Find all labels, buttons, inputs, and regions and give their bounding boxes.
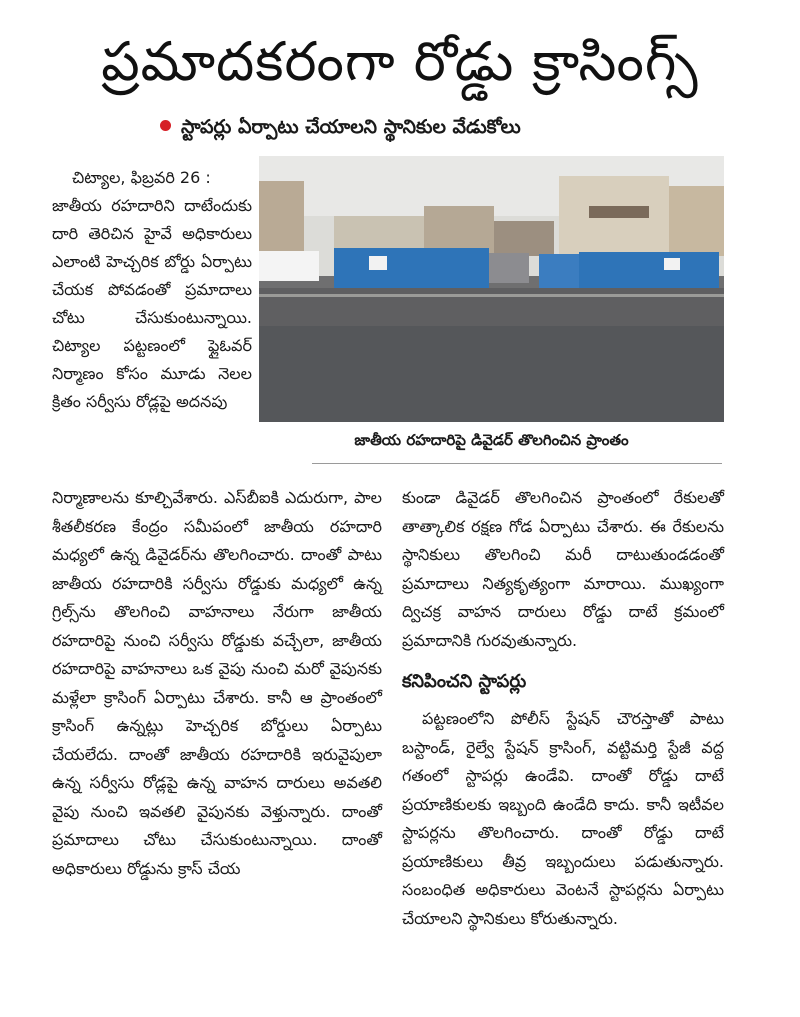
subheadline: [160, 112, 760, 142]
article-column-left: [52, 164, 252, 416]
article-dateline: చిట్యాల, ఫిబ్రవరి 26 :: [72, 168, 211, 187]
photo-caption: జాతీయ రహదారిపై డివైడర్ తొలగించిన ప్రాంతం: [354, 431, 629, 449]
article-paragraph-4: పట్టణంలోని పోలీస్ స్టేషన్ చౌరస్తాతో పాటు బస్టాండ్, రైల్వే స్టేషన్ క్రాసింగ్, వట్టిమర్తి స్టేజీ వద్ద గతంలో స్టాపర్లు ఉండేవి. దాంతో రోడ్డు దాటే ప్రయాణికులకు ఇబ్బంది ఉండేది కాదు. కానీ ఇటీవల స్టాపర్లను తొలగించారు. దాంతో రోడ్డు దాటే ప్రయాణికులు తీవ్ర ఇబ్బందులు పడుతున్నారు. సంబంధిత అధికారులు వెంటనే స్టాపర్లను ఏర్పాటు చేయాలని స్థానికులు కోరుతున్నారు.: [402, 709, 724, 928]
article-paragraph-1: జాతీయ రహదారిని దాటేందుకు దారి తెరిచిన హైవే అధికారులు ఎలాంటి హెచ్చరిక బోర్డు ఏర్పాటు చేయక పోవడంతో ప్రమాదాలు చోటు చేసుకుంటున్నాయి. చిట్యాల పట్టణంలో ఫ్లైఓవర్ నిర్మాణం కోసం మూడు నెలల క్రితం సర్వీసు రోడ్లపై అదనపు: [52, 196, 252, 411]
article-paragraph-2: నిర్మాణాలను కూల్చివేశారు. ఎస్‌బీఐకి ఎదురుగా, పాల శీతలీకరణ కేంద్రం సమీపంలో జాతీయ రహదారి మధ్యలో ఉన్న డివైడర్‌ను తొలగించారు. దాంతో పాటు జాతీయ రహదారికి సర్వీసు రోడ్డుకు మధ్యలో ఉన్న గ్రిల్స్‌ను తొలగించి వాహనాలు నేరుగా జాతీయ రహదారిపై నుంచి సర్వీసు రోడ్డుకు వచ్చేలా, జాతీయ రహదారిపై వాహనాలు ఒక వైపు నుంచి మరో వైపునకు మళ్లేలా క్రాసింగ్ ఏర్పాటు చేశారు. కానీ ఆ ప్రాంతంలో క్రాసింగ్ ఉన్నట్లు హెచ్చరిక బోర్డులు ఏర్పాటు చేయలేదు. దాంతో జాతీయ రహదారికి ఇరువైపులా ఉన్న సర్వీసు రోడ్లపై ఉన్న వాహన దారులు అవతలి వైపు నుంచి ఇవతలి వైపునకు వెళ్తున్నారు. దాంతో ప్రమాదాలు చోటు చేసుకుంటున్నాయి. దాంతో అధికారులు రోడ్డును క్రాస్ చేయ: [52, 488, 382, 878]
news-photo: [259, 156, 724, 422]
red-bullet-icon: [160, 120, 171, 131]
section-heading: కనిపించని స్టాపర్లు: [402, 671, 527, 692]
subheadline-text: స్టాపర్లు ఏర్పాటు చేయాలని స్థానికుల వేడుకోలు: [181, 116, 521, 138]
road-divider-photo: [259, 156, 724, 422]
headline: ప్రమాదకరంగా రోడ్డు క్రాసింగ్స్: [101, 30, 699, 93]
article-column-right: [402, 484, 724, 933]
caption-divider: [312, 463, 722, 464]
article-paragraph-3: కుండా డివైడర్ తొలగించిన ప్రాంతంలో రేకులతో తాత్కాలిక రక్షణ గోడ ఏర్పాటు చేశారు. ఈ రేకులను స్థానికులు తొలగించి మరీ దాటుతుండడంతో ప్రమాదాలు నిత్యకృత్యంగా మారాయి. ముఖ్యంగా ద్విచక్ర వాహన దారులు రోడ్డు దాటే క్రమంలో ప్రమాదానికి గురవుతున్నారు.: [402, 488, 724, 650]
article-column-middle: [52, 484, 382, 883]
